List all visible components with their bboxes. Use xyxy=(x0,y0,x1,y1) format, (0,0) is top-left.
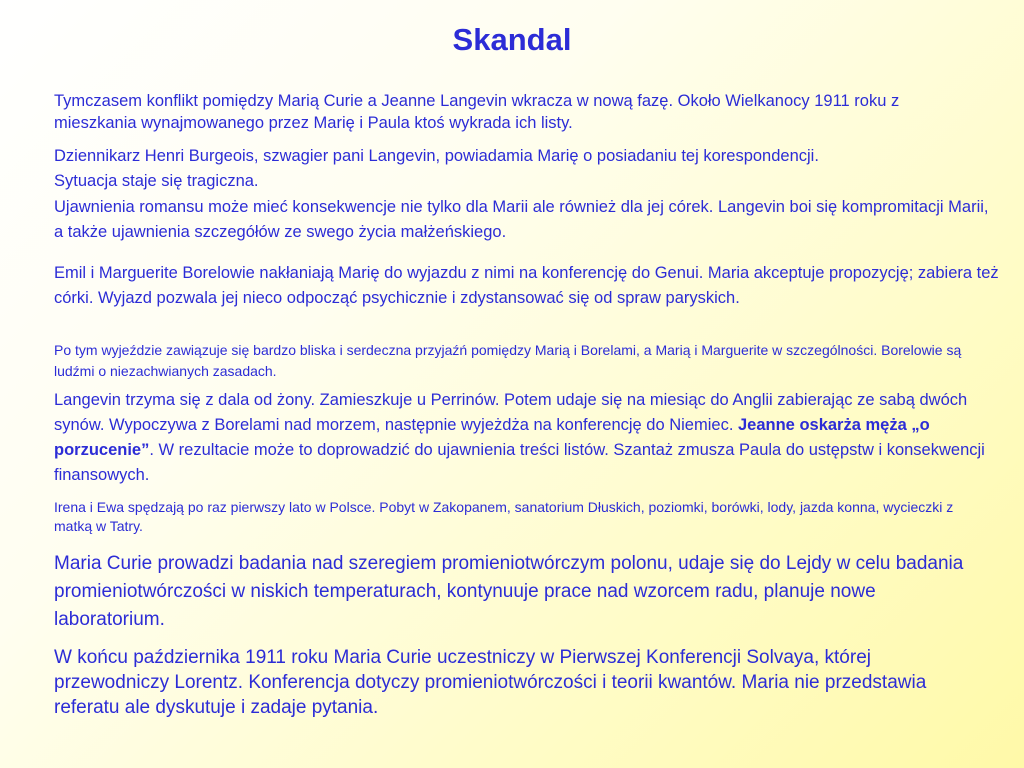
paragraph-romance-consequences: Ujawnienia romansu może mieć konsekwencje nie tylko dla Marii ale również dla jej córek. Langevin boi się kompromitacji Marii, a także ujawnienia szczegółów ze swego życia małżeńskiego. xyxy=(54,198,989,241)
paragraph-burgeois-notifies: Dziennikarz Henri Burgeois, szwagier pani Langevin, powiadamia Marię o posiadaniu tej korespondencji. Sytuacja staje się tragiczna. xyxy=(54,147,819,190)
slide-title: Skandal xyxy=(452,22,572,57)
paragraph-letters-stolen: Tymczasem konflikt pomiędzy Marią Curie a Jeanne Langevin wkracza w nową fazę. Około Wielkanocy 1911 roku z mieszkania wynajmowanego przez Marię i Paula ktoś wykrada ich listy. xyxy=(54,92,900,132)
paragraph-summer-in-poland: Irena i Ewa spędzają po raz pierwszy lato w Polsce. Pobyt w Zakopanem, sanatorium Dłuskich, poziomki, borówki, lody, jazda konna, wycieczki z matką w Tatry. xyxy=(54,499,954,534)
paragraph-langevin-text-before: Langevin trzyma się z dala od żony. Zamieszkuje u Perrinów. Potem udaje się na miesiąc do Anglii zabierając ze sabą dwóch synów. Wypoczywa z Borelami nad morzem, następnie wyjeżdża na konferencję do Niemiec. xyxy=(54,391,968,434)
paragraph-borel-genoa-trip: Emil i Marguerite Borelowie nakłaniają Marię do wyjazdu z nimi na konferencję do Genui. Maria akceptuje propozycję; zabiera też córki. Wyjazd pozwala jej nieco odpocząć psychicznie i zdystansować się od spraw paryskich. xyxy=(54,264,999,307)
paragraph-langevin-bold-accusation: Jeanne oskarża męża „o porzucenie” xyxy=(54,416,930,459)
paragraph-langevin-separation xyxy=(54,388,1014,488)
paragraph-polonium-research: Maria Curie prowadzi badania nad szeregiem promieniotwórczym polonu, udaje się do Lejdy w celu badania promieniotwórczości w niskich temperaturach, kontynuuje prace nad wzorcem radu, planuje nowe laboratorium. xyxy=(54,553,964,630)
paragraph-solvay-conference: W końcu października 1911 roku Maria Curie uczestniczy w Pierwszej Konferencji Solvaya, której przewodniczy Lorentz. Konferencja dotyczy promieniotwórczości i teorii kwantów. Maria nie przedstawia referatu ale dyskutuje i zadaje pytania. xyxy=(54,647,927,718)
paragraph-borel-friendship: Po tym wyjeździe zawiązuje się bardzo bliska i serdeczna przyjaźń pomiędzy Marią i Borelami, a Marią i Marguerite w szczególności. Borelowie są ludźmi o niezachwianych zasadach. xyxy=(54,342,962,379)
paragraph-langevin-text-after: . W rezultacie może to doprowadzić do ujawnienia treści listów. Szantaż zmusza Paula do ustępstw i konsekwencji finansowych. xyxy=(54,441,985,484)
